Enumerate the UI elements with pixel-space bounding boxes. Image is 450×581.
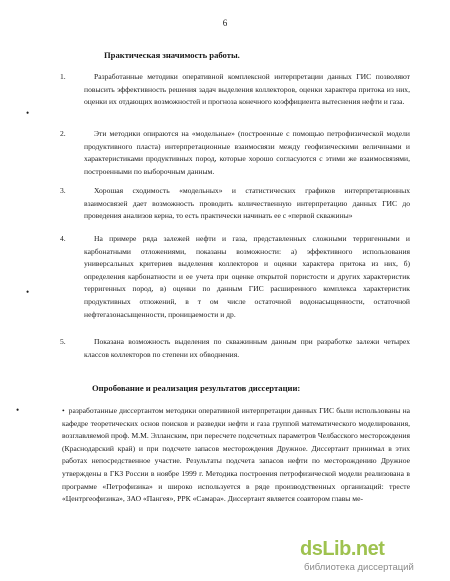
list-item-number: 1. [60, 72, 66, 81]
list-item-number: 5. [60, 337, 66, 346]
list-item [60, 233, 410, 321]
list-item [60, 185, 410, 223]
list-item-text: Эти методики опираются на «модельные» (построенные с помощью петрофизической модели продуктивного пласта) интерпретационные взаимосвязи между геофизическими величинами и характеристиками продуктивных пород, которые хорошо согласуются с этими же взаимосвязями, построенными по выборочным данным. [84, 129, 410, 176]
list-item [60, 71, 410, 109]
section-heading-testing-implementation: Опробование и реализация результатов диссертации: [92, 383, 301, 393]
list-item-number: 4. [60, 234, 66, 243]
list-item-text: На примере ряда залежей нефти и газа, представленных сложными терригенными и карбонатными отложениями, показаны возможности: а) эффективного использования универсальных критериев выделения коллекторов и оценки характера притока из них, б) определения карбонатности и ее учета при оценке открытой пористости и других характеристик терригенных пород, в) оценки по данным ГИС расширенного комплекса характеристик продуктивных отложений, в т ом числе остаточной водонасыщенности, остаточной нефтегазонасыщенности, проницаемости и др. [84, 234, 410, 319]
margin-dot-icon: • [26, 108, 30, 118]
list-item-text: Хорошая сходимость «модельных» и статистических графиков интерпретационных взаимосвязей дает возможность проводить количественную интерпретацию данных ГИС до проведения анализов керна, то есть практически начинать ее с «первой скважины» [84, 186, 410, 221]
list-item-text: Разработанные методики оперативной комплексной интерпретации данных ГИС позволяют повысить эффективность решения задач выделения коллекторов, оценки характера притока из них, оценки их отдающих возможностей и прогноза конечного коэффициента вытеснения нефти и газа. [84, 72, 410, 107]
list-item [60, 128, 410, 178]
page-number: 6 [222, 18, 228, 28]
list-item-number: 3. [60, 186, 66, 195]
list-item-text: Показана возможность выделения по скважинным данным при разработке залежи четырех классов коллекторов по степени их обводнения. [84, 337, 410, 359]
margin-dot-icon: • [16, 405, 20, 415]
paragraph-text: разработанные диссертантом методики оперативной интерпретации данных ГИС были использованы на кафедре теоретических основ поисков и разведки нефти и газа группой математического моделирования, возглавляемой проф. М.М. Элланским, при пересчете подсчетных параметров Челбасского месторождения (Краснодарский край) и при подсчете запасов месторождения Дружное. Диссертант принимал в этих работах непосредственное участие. Результаты подсчета запасов нефти по месторождению Дружное утверждены в ГКЗ России в ноябре 1999 г. Методика построения петрофизической модели реализована в программе «Петрофизика» и широко используется в ряде производственных организаций: тресте «Центргеофизика», ЗАО «Пангея», РРК «Самара». Диссертант является соавтором главы ме- [62, 406, 410, 504]
watermark-logo: dsLib.net [300, 538, 385, 560]
watermark-subtitle: библиотека диссертаций [304, 562, 414, 573]
list-item-number: 2. [60, 129, 66, 138]
bullet-icon: • [62, 406, 65, 415]
implementation-paragraph [62, 405, 410, 506]
list-item [60, 336, 410, 361]
section-heading-practical-significance: Практическая значимость работы. [104, 50, 240, 60]
watermark [300, 538, 450, 581]
margin-dot-icon: • [26, 287, 30, 297]
